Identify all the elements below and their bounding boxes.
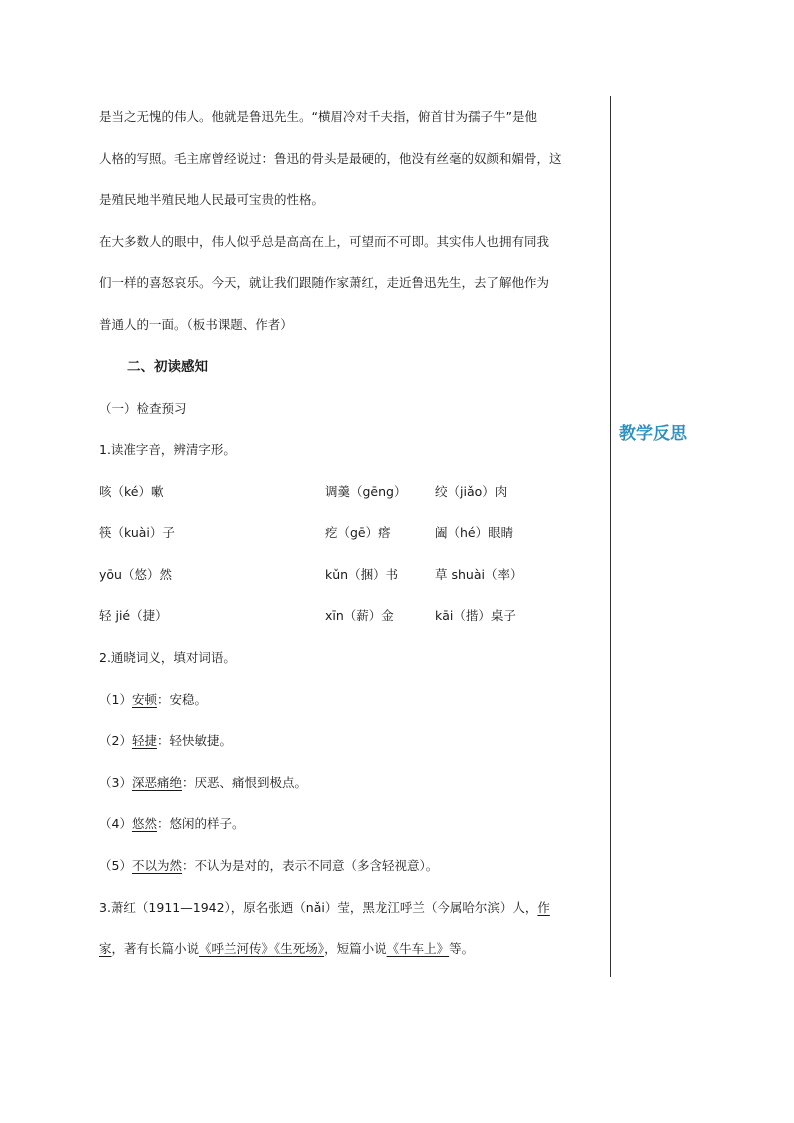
q3-text: ，著有长篇小说 bbox=[111, 941, 200, 956]
vocab-def: ：不认为是对的，表示不同意（多含轻视意）。 bbox=[181, 858, 439, 873]
vocab-item-5 bbox=[99, 858, 438, 874]
vocab-num: （2） bbox=[99, 733, 132, 748]
intro-line-4: 在大多数人的眼中，伟人似乎总是高高在上，可望而不可即。其实伟人也拥有同我 bbox=[99, 234, 550, 249]
q3-underlined: 家 bbox=[99, 941, 112, 956]
section-heading: 二、初读感知 bbox=[127, 359, 208, 375]
vocab-num: （4） bbox=[99, 816, 132, 831]
vocab-item-1 bbox=[99, 692, 207, 708]
vocab-def: ：厌恶、痛恨到极点。 bbox=[181, 775, 307, 790]
grid-cell: 筷（kuài）子 bbox=[99, 525, 175, 540]
grid-cell: xīn（薪）金 bbox=[325, 608, 394, 623]
q3-text: ，短篇小说 bbox=[324, 941, 387, 956]
grid-cell: 阖（hé）眼睛 bbox=[435, 525, 514, 540]
vocab-word: 轻捷 bbox=[131, 733, 157, 748]
vocab-num: （5） bbox=[99, 858, 132, 873]
intro-line-6: 普通人的一面。（板书课题、作者） bbox=[99, 317, 293, 332]
vocab-item-3 bbox=[99, 775, 307, 791]
grid-cell: 草 shuài（率） bbox=[435, 567, 523, 582]
grid-cell: kāi（揩）桌子 bbox=[435, 608, 516, 623]
intro-line-3: 是殖民地半殖民地人民最可宝贵的性格。 bbox=[99, 192, 325, 207]
teaching-reflection-title: 教学反思 bbox=[619, 424, 687, 444]
vocab-def: ：悠闲的样子。 bbox=[156, 816, 245, 831]
vocab-word: 安顿 bbox=[131, 692, 157, 707]
vocab-num: （1） bbox=[99, 692, 132, 707]
vocab-word: 悠然 bbox=[131, 816, 157, 831]
vocab-def: ：轻快敏捷。 bbox=[156, 733, 232, 748]
grid-cell: 咳（ké）嗽 bbox=[99, 484, 164, 499]
book-title: 《呼兰河传》 bbox=[199, 941, 275, 956]
intro-line-1: 是当之无愧的伟人。他就是鲁迅先生。“横眉冷对千夫指，俯首甘为孺子牛”是他 bbox=[99, 109, 537, 124]
vocab-word: 不以为然 bbox=[131, 858, 182, 873]
grid-cell: 轻 jié（捷） bbox=[99, 608, 168, 623]
q3-text: 3.萧红（1911—1942），原名张迺（nǎi）莹，黑龙江呼兰（今属哈尔滨）人， bbox=[99, 900, 538, 915]
book-title: 《生死场》 bbox=[274, 941, 325, 956]
grid-cell: kǔn（捆）书 bbox=[325, 567, 399, 582]
question-3-line-1 bbox=[99, 900, 550, 916]
intro-line-5: 们一样的喜怒哀乐。今天，就让我们跟随作家萧红，走近鲁迅先生，去了解他作为 bbox=[99, 275, 550, 290]
question-2-title: 2.通晓词义，填对词语。 bbox=[99, 650, 236, 665]
question-3-line-2 bbox=[99, 941, 474, 957]
grid-cell: 绞（jiǎo）肉 bbox=[435, 484, 508, 499]
vocab-num: （3） bbox=[99, 775, 132, 790]
q3-underlined: 作 bbox=[537, 900, 550, 915]
sub-heading: （一）检查预习 bbox=[99, 401, 187, 416]
vocab-def: ：安稳。 bbox=[156, 692, 207, 707]
vocab-item-4 bbox=[99, 816, 244, 832]
grid-cell: yōu（悠）然 bbox=[99, 567, 172, 582]
book-title: 《牛车上》 bbox=[386, 941, 450, 956]
question-1-title: 1.读准字音，辨清字形。 bbox=[99, 442, 236, 457]
intro-line-2: 人格的写照。毛主席曾经说过：鲁迅的骨头是最硬的，他没有丝毫的奴颜和媚骨，这 bbox=[99, 151, 562, 166]
vocab-item-2 bbox=[99, 733, 232, 749]
vocab-word: 深恶痛绝 bbox=[131, 775, 182, 790]
column-divider bbox=[610, 96, 611, 977]
grid-cell: 疙（gē）瘩 bbox=[325, 525, 391, 540]
grid-cell: 调羹（gēng） bbox=[325, 484, 407, 499]
q3-text: 等。 bbox=[449, 941, 475, 956]
